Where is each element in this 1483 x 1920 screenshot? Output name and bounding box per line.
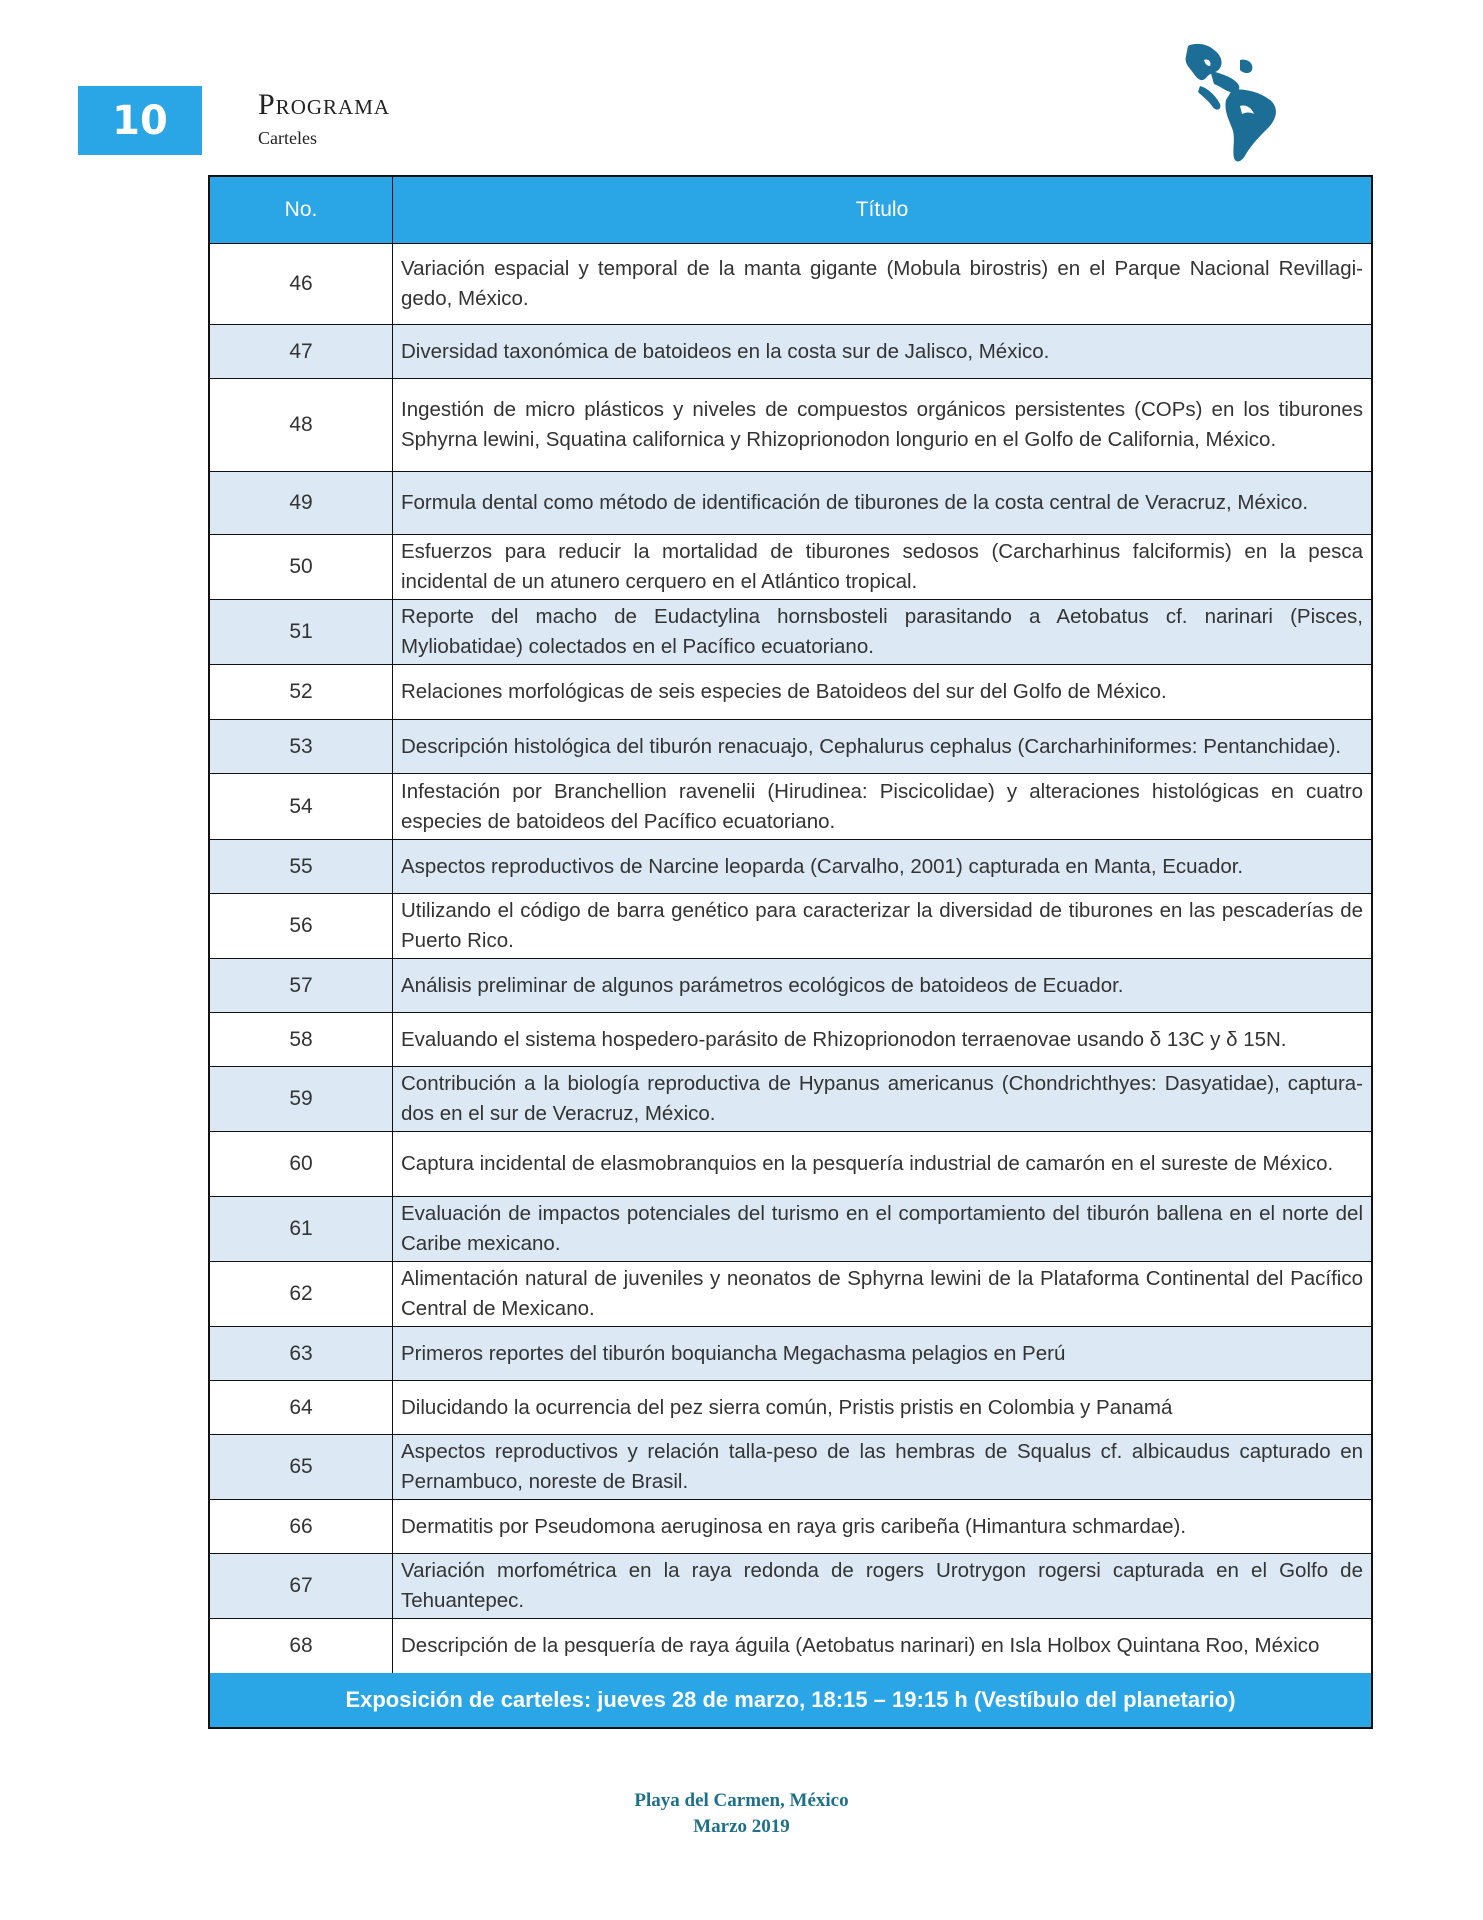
table-row xyxy=(210,665,1371,720)
table-row xyxy=(210,1619,1371,1673)
poster-title-cell xyxy=(393,720,1371,773)
posters-table xyxy=(208,175,1373,1729)
poster-title-cell xyxy=(393,1554,1371,1618)
poster-title-cell xyxy=(393,1381,1371,1434)
poster-title-cell xyxy=(393,1262,1371,1326)
poster-title: Dilucidando la ocurrencia del pez sierra común, Pristis pristis en Colombia y Panamá xyxy=(401,1395,1173,1419)
table-row xyxy=(210,1013,1371,1067)
poster-number: 53 xyxy=(210,720,393,773)
table-row xyxy=(210,379,1371,472)
section-subtitle: Carteles xyxy=(258,128,317,148)
section-title: Programa xyxy=(258,88,391,121)
table-row xyxy=(210,472,1371,535)
poster-title: Evaluación de impactos potenciales del turismo en el comportamiento del tiburón ballena en el norte del Caribe mexicano. xyxy=(401,1202,1363,1255)
table-row xyxy=(210,720,1371,774)
poster-number: 67 xyxy=(210,1554,393,1618)
table-row xyxy=(210,840,1371,894)
poster-title-cell xyxy=(393,1197,1371,1261)
table-row xyxy=(210,600,1371,665)
poster-title-cell xyxy=(393,840,1371,893)
poster-title-cell xyxy=(393,325,1371,378)
poster-title-cell xyxy=(393,1067,1371,1131)
table-row xyxy=(210,1067,1371,1132)
poster-number: 59 xyxy=(210,1067,393,1131)
poster-number: 58 xyxy=(210,1013,393,1066)
poster-title: Análisis preliminar de algunos parámetros ecológicos de batoideos de Ecuador. xyxy=(401,973,1124,997)
poster-title-cell xyxy=(393,774,1371,839)
poster-number: 65 xyxy=(210,1435,393,1499)
poster-number: 62 xyxy=(210,1262,393,1326)
table-row xyxy=(210,774,1371,840)
poster-number: 63 xyxy=(210,1327,393,1380)
column-header-title-text: Título xyxy=(855,198,909,221)
poster-number: 61 xyxy=(210,1197,393,1261)
poster-number: 46 xyxy=(210,244,393,324)
poster-title-cell xyxy=(393,665,1371,719)
footer-location: Playa del Carmen, México xyxy=(634,1790,849,1811)
page-number: 10 xyxy=(112,97,168,144)
table-row xyxy=(210,325,1371,379)
poster-title: Descripción histológica del tiburón renacuajo, Cephalurus cephalus (Carcharhiniformes: Pentanchidae). xyxy=(401,734,1342,758)
poster-title: Primeros reportes del tiburón boquiancha Megachasma pelagios en Perú xyxy=(401,1341,1066,1365)
poster-number: 47 xyxy=(210,325,393,378)
poster-title: Aspectos reproductivos de Narcine leoparda (Carvalho, 2001) capturada en Manta, Ecuador. xyxy=(401,854,1244,878)
poster-title-cell xyxy=(393,1619,1371,1673)
poster-title: Relaciones morfológicas de seis especies de Batoideos del sur del Golfo de México. xyxy=(401,680,1167,703)
poster-title: Variación morfométrica en la raya redonda de rogers Urotrygon rogersi capturada en el Golfo de Tehuantepec. xyxy=(401,1559,1363,1612)
table-row xyxy=(210,1327,1371,1381)
poster-number: 52 xyxy=(210,665,393,719)
poster-title: Variación espacial y temporal de la manta gigante (Mobula birostris) en el Parque Nacional Revillagi-gedo, México. xyxy=(401,257,1363,310)
poster-title: Aspectos reproductivos y relación talla-peso de las hembras de Squalus cf. albicaudus capturado en Pernambuco, noreste de Brasil. xyxy=(401,1440,1363,1493)
poster-title: Esfuerzos para reducir la mortalidad de tiburones sedosos (Carcharhinus falciformis) en la pesca incidental de un atunero cerquero en el Atlántico tropical. xyxy=(401,540,1363,593)
poster-title: Descripción de la pesquería de raya águila (Aetobatus narinari) en Isla Holbox Quintana Roo, México xyxy=(401,1634,1320,1657)
poster-title-cell xyxy=(393,472,1371,534)
poster-number: 55 xyxy=(210,840,393,893)
column-header-title xyxy=(393,177,1371,243)
poster-title: Reporte del macho de Eudactylina hornsbosteli parasitando a Aetobatus cf. narinari (Pisces, Myliobatidae) colectados en el Pacífico ecuatoriano. xyxy=(401,605,1363,658)
poster-title: Dermatitis por Pseudomona aeruginosa en raya gris caribeña (Himantura schmardae). xyxy=(401,1514,1187,1538)
poster-title: Captura incidental de elasmobranquios en la pesquería industrial de camarón en el sureste de México. xyxy=(401,1152,1334,1175)
poster-title-cell xyxy=(393,1500,1371,1553)
poster-title: Utilizando el código de barra genético para caracterizar la diversidad de tiburones en las pescaderías de Puerto Rico. xyxy=(401,899,1363,952)
poster-title: Diversidad taxonómica de batoideos en la costa sur de Jalisco, México. xyxy=(401,339,1050,363)
table-row xyxy=(210,535,1371,600)
poster-number: 54 xyxy=(210,774,393,839)
exhibition-note-row xyxy=(210,1673,1371,1727)
poster-number: 64 xyxy=(210,1381,393,1434)
footer-date: Marzo 2019 xyxy=(693,1816,790,1837)
poster-title-cell xyxy=(393,894,1371,958)
poster-title-cell xyxy=(393,535,1371,599)
poster-title: Evaluando el sistema hospedero-parásito de Rhizoprionodon terraenovae usando δ 13C y δ 15N. xyxy=(401,1027,1287,1051)
poster-title: Alimentación natural de juveniles y neonatos de Sphyrna lewini de la Plataforma Continental del Pacífico Central de Mexicano. xyxy=(401,1267,1363,1320)
poster-number: 68 xyxy=(210,1619,393,1673)
poster-number: 66 xyxy=(210,1500,393,1553)
poster-title-cell xyxy=(393,600,1371,664)
table-row xyxy=(210,1500,1371,1554)
poster-title: Contribución a la biología reproductiva de Hypanus americanus (Chondrichthyes: Dasyatidae), captura-dos en el sur de Veracruz, México. xyxy=(401,1072,1363,1125)
poster-title-cell xyxy=(393,1013,1371,1066)
table-row xyxy=(210,894,1371,959)
poster-number: 60 xyxy=(210,1132,393,1196)
poster-title-cell xyxy=(393,244,1371,324)
poster-number: 56 xyxy=(210,894,393,958)
table-row xyxy=(210,1381,1371,1435)
poster-title-cell xyxy=(393,1132,1371,1196)
americas-map-logo-icon xyxy=(1180,40,1290,168)
poster-title-cell xyxy=(393,1327,1371,1380)
table-row xyxy=(210,959,1371,1013)
poster-number: 57 xyxy=(210,959,393,1012)
exhibition-note: Exposición de carteles: jueves 28 de marzo, 18:15 – 19:15 h (Vestíbulo del planetario) xyxy=(345,1687,1236,1712)
poster-title: Formula dental como método de identificación de tiburones de la costa central de Veracruz, México. xyxy=(401,491,1309,514)
poster-number: 49 xyxy=(210,472,393,534)
table-row xyxy=(210,244,1371,325)
poster-number: 51 xyxy=(210,600,393,664)
table-row xyxy=(210,1132,1371,1197)
poster-title-cell xyxy=(393,1435,1371,1499)
column-header-no: No. xyxy=(210,177,393,243)
poster-title: Infestación por Branchellion ravenelii (Hirudinea: Piscicolidae) y alteraciones histológicas en cuatro especies de batoideos del Pacífico ecuatoriano. xyxy=(401,779,1363,833)
table-row xyxy=(210,1435,1371,1500)
poster-title-cell xyxy=(393,959,1371,1012)
table-row xyxy=(210,1262,1371,1327)
page-number-badge xyxy=(78,86,202,155)
poster-title-cell xyxy=(393,379,1371,471)
table-row xyxy=(210,1554,1371,1619)
table-header-row xyxy=(210,177,1371,244)
poster-number: 50 xyxy=(210,535,393,599)
table-row xyxy=(210,1197,1371,1262)
poster-number: 48 xyxy=(210,379,393,471)
poster-title: Ingestión de micro plásticos y niveles de compuestos orgánicos persistentes (COPs) en los tiburones Sphyrna lewini, Squatina californica y Rhizoprionodon longurio en el Golfo de California, México. xyxy=(401,398,1363,451)
